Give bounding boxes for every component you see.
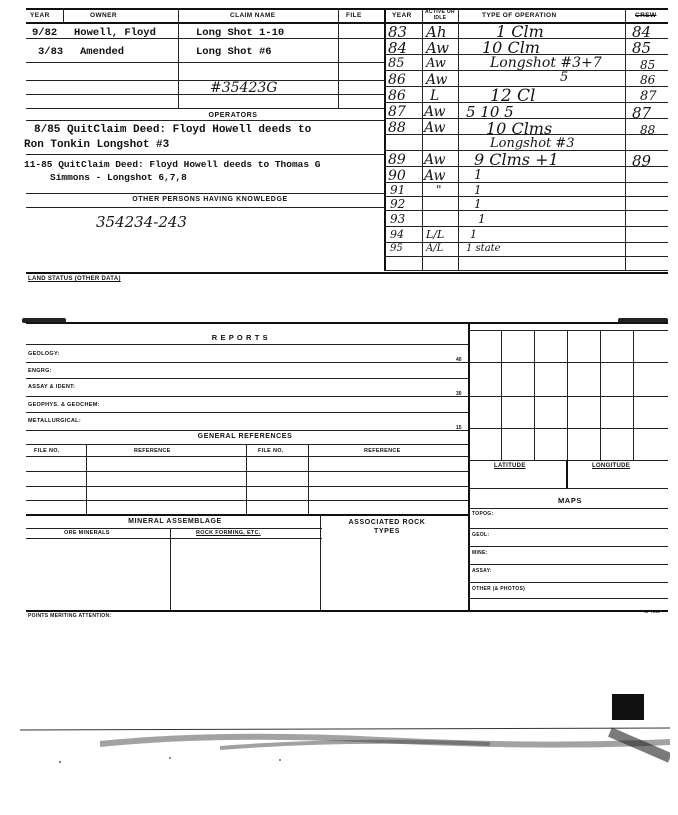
activity-row-4-year: 86 — [388, 72, 406, 88]
activity-row-8-operation: Longshot #3 — [490, 136, 575, 151]
activity-row-4-status: Aw — [426, 72, 448, 88]
header-crew: CREW — [635, 12, 657, 19]
activity-row-9-crew: 89 — [632, 152, 652, 170]
owner-row-1-year: 9/82 — [32, 27, 58, 39]
activity-row-7-operation: 10 Clms — [486, 119, 553, 138]
report-engrg: ENGRG: — [28, 368, 52, 374]
activity-row-3-year: 85 — [388, 56, 405, 71]
operators-line-4: Simmons - Longshot 6,7,8 — [50, 172, 187, 183]
owner-row-2-owner: Amended — [80, 46, 125, 58]
activity-row-10-year: 90 — [388, 168, 406, 184]
longitude-label: LONGITUDE — [592, 463, 631, 469]
report-geology-num: 40 — [456, 357, 462, 363]
activity-row-7-status: Aw — [424, 120, 446, 136]
activity-row-14-status: L/L — [426, 228, 445, 241]
activity-row-9-year: 89 — [388, 152, 406, 168]
report-assay-num: 30 — [456, 391, 462, 397]
activity-row-10-status: Aw — [424, 168, 446, 184]
activity-row-1-year: 83 — [388, 23, 408, 41]
gen-ref-reference: REFERENCE — [134, 448, 171, 454]
general-references-title: GENERAL REFERENCES — [197, 433, 293, 440]
activity-row-4-operation: 5 — [560, 70, 569, 85]
activity-row-2-crew: 85 — [632, 39, 652, 57]
reports-title: R E P O R T S — [211, 333, 269, 342]
header-year-2: YEAR — [392, 12, 412, 19]
owner-row-1-owner: Howell, Floyd — [74, 27, 156, 39]
maps-mine: MINE: — [472, 550, 488, 556]
activity-row-11-operation: 1 — [474, 183, 482, 197]
operators-line-2: Ron Tonkin Longshot #3 — [24, 139, 170, 151]
activity-row-9-status: Aw — [424, 152, 446, 168]
activity-row-2-status: Aw — [426, 39, 449, 57]
points-meriting-attention: POINTS MERITING ATTENTION: — [28, 613, 112, 619]
activity-row-15-status: A/L — [426, 243, 444, 254]
maps-topog: TOPOG: — [472, 511, 494, 517]
gen-ref-file-no: FILE NO. — [34, 448, 60, 454]
activity-row-1-crew: 84 — [632, 23, 652, 41]
header-owner: OWNER — [90, 12, 117, 19]
report-assay: ASSAY & IDENT: — [28, 384, 76, 390]
maps-geol: GEOL: — [472, 532, 490, 538]
activity-row-1-status: Ah — [426, 23, 447, 41]
report-metallurgical-num: 15 — [456, 425, 462, 431]
maps-title: MAPS — [557, 496, 583, 505]
operators-title: OPERATORS — [208, 112, 258, 119]
activity-row-5-operation: 12 Cl — [490, 86, 536, 106]
activity-row-2-operation: 10 Clm — [482, 38, 540, 57]
other-persons-note: 354234-243 — [96, 213, 187, 231]
operators-line-3: 11-85 QuitClaim Deed: Floyd Howell deeds to Thomas G — [24, 159, 321, 170]
header-active-idle: ACTIVE OR IDLE — [425, 9, 455, 21]
owner-row-2-claim: Long Shot #6 — [196, 46, 272, 58]
activity-row-5-status: L — [430, 88, 440, 104]
activity-row-6-operation: 5 10 5 — [466, 103, 514, 121]
header-file: FILE — [346, 12, 362, 19]
rock-forming-label: ROCK FORMING, ETC. — [196, 530, 261, 536]
other-persons-title: OTHER PERSONS HAVING KNOWLEDGE — [132, 196, 288, 203]
activity-row-15-operation: 1 state — [466, 243, 501, 254]
land-status-label: LAND STATUS (OTHER DATA) — [28, 276, 121, 282]
activity-row-4-crew: 86 — [640, 73, 656, 87]
activity-row-6-year: 87 — [388, 104, 406, 120]
activity-row-1-operation: 1 Clm — [496, 22, 544, 41]
owner-row-2-year: 3/83 — [38, 46, 64, 58]
report-geophys: GEOPHYS. & GEOCHEM: — [28, 402, 100, 408]
latitude-label: LATITUDE — [494, 463, 526, 469]
activity-row-15-year: 95 — [390, 243, 403, 254]
gen-ref-file-no-2: FILE NO. — [258, 448, 284, 454]
report-geology: GEOLOGY: — [28, 351, 60, 357]
header-type-of-operation: TYPE OF OPERATION — [482, 12, 557, 19]
activity-row-6-crew: 87 — [632, 104, 652, 122]
ore-minerals-label: ORE MINERALS — [64, 530, 110, 536]
activity-row-13-operation: 1 — [478, 212, 486, 226]
activity-row-5-year: 86 — [388, 88, 406, 104]
activity-row-2-year: 84 — [388, 39, 408, 57]
activity-row-14-year: 94 — [390, 228, 404, 241]
associated-rock-types: ASSOCIATED ROCK TYPES — [348, 519, 426, 535]
activity-row-9-operation: 9 Clms +1 — [474, 150, 559, 169]
file-note-handwritten: #35423G — [210, 80, 278, 96]
activity-row-12-year: 92 — [390, 197, 406, 211]
activity-row-12-operation: 1 — [474, 197, 482, 211]
gen-ref-reference-2: REFERENCE — [364, 448, 401, 454]
report-metallurgical: METALLURGICAL: — [28, 418, 81, 424]
activity-row-3-operation: Longshot #3+7 — [490, 55, 602, 71]
activity-row-11-year: 91 — [390, 183, 406, 197]
activity-row-11-status: " — [436, 183, 442, 197]
activity-row-7-crew: 88 — [640, 123, 656, 137]
activity-row-5-crew: 87 — [640, 89, 657, 104]
form-number: GP 7213 — [644, 609, 660, 614]
activity-row-6-status: Aw — [424, 104, 446, 120]
maps-other: OTHER (& PHOTOS) — [472, 586, 526, 592]
scan-smudge-band — [20, 718, 670, 768]
maps-assay: ASSAY: — [472, 568, 492, 574]
activity-row-3-status: Aw — [426, 56, 446, 71]
activity-row-10-operation: 1 — [474, 168, 483, 183]
scan-black-square — [612, 694, 644, 720]
activity-row-13-year: 93 — [390, 212, 406, 226]
owner-row-1-claim: Long Shot 1-10 — [196, 27, 285, 39]
operators-line-1: 8/85 QuitClaim Deed: Floyd Howell deeds to — [34, 124, 312, 136]
activity-row-14-operation: 1 — [470, 228, 477, 241]
activity-row-7-year: 88 — [388, 120, 406, 136]
mineral-assemblage-title: MINERAL ASSEMBLAGE — [128, 518, 222, 525]
header-year: YEAR — [30, 12, 50, 19]
header-claim-name: CLAIM NAME — [230, 12, 276, 19]
activity-row-3-crew: 85 — [640, 58, 656, 72]
